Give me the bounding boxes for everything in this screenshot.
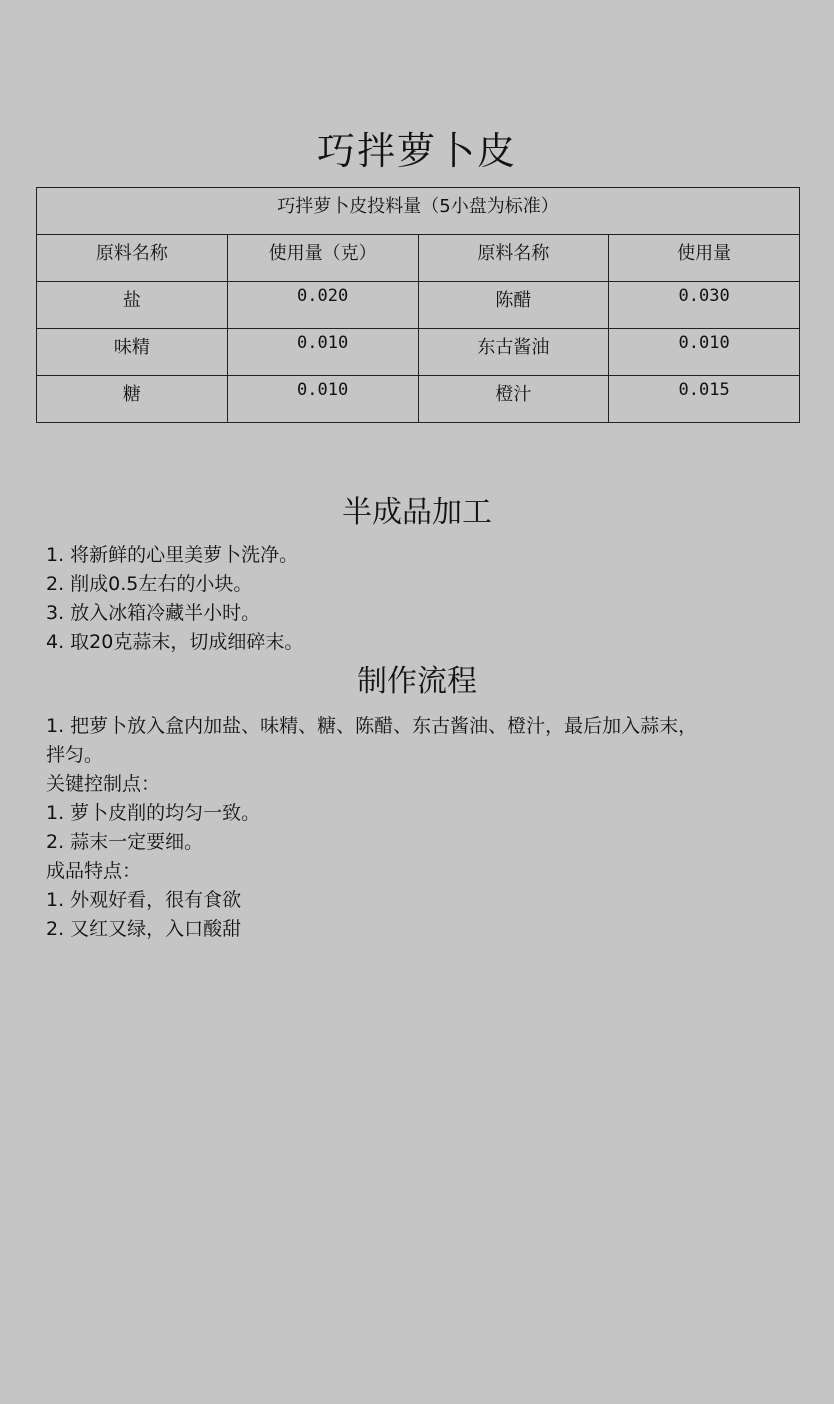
list-item: 2. 蒜末一定要细。 [46,831,204,853]
ingredient-table [36,187,800,423]
ingredient-name: 糖 [37,376,228,423]
key-points-label: 关键控制点： [46,773,161,795]
ingredient-amount: 0.010 [227,376,418,423]
table-caption: 巧拌萝卜皮投料量（5小盘为标准） [37,188,800,235]
ingredient-name: 味精 [37,329,228,376]
page-title: 巧拌萝卜皮 [316,129,517,173]
table-row [37,376,800,423]
ingredient-name: 橙汁 [418,376,609,423]
table-caption-row [37,188,800,235]
column-header: 使用量（克） [227,235,418,282]
ingredient-amount: 0.020 [227,282,418,329]
column-header: 原料名称 [37,235,228,282]
process-heading: 制作流程 [357,664,477,699]
process-step-line: 1. 把萝卜放入盒内加盐、味精、糖、陈醋、东古酱油、橙汁，最后加入蒜末， [46,715,698,737]
process-steps [46,712,806,944]
ingredient-name: 陈醋 [418,282,609,329]
ingredient-name: 盐 [37,282,228,329]
features-label: 成品特点： [46,860,142,882]
semi-finished-heading: 半成品加工 [342,495,492,530]
process-step-line: 拌匀。 [46,744,104,766]
list-item: 2. 削成0.5左右的小块。 [46,573,253,595]
list-item: 4. 取20克蒜末，切成细碎末。 [46,631,304,653]
ingredient-amount: 0.010 [609,329,800,376]
ingredient-amount: 0.030 [609,282,800,329]
column-header: 原料名称 [418,235,609,282]
table-header-row [37,235,800,282]
list-item: 3. 放入冰箱冷藏半小时。 [46,602,261,624]
ingredient-amount: 0.015 [609,376,800,423]
column-header: 使用量 [609,235,800,282]
semi-finished-steps [46,541,806,657]
ingredient-amount: 0.010 [227,329,418,376]
list-item: 1. 将新鲜的心里美萝卜洗净。 [46,544,299,566]
list-item: 2. 又红又绿，入口酸甜 [46,918,242,940]
table-row [37,329,800,376]
table-row [37,282,800,329]
ingredient-name: 东古酱油 [418,329,609,376]
list-item: 1. 外观好看，很有食欲 [46,889,242,911]
list-item: 1. 萝卜皮削的均匀一致。 [46,802,261,824]
